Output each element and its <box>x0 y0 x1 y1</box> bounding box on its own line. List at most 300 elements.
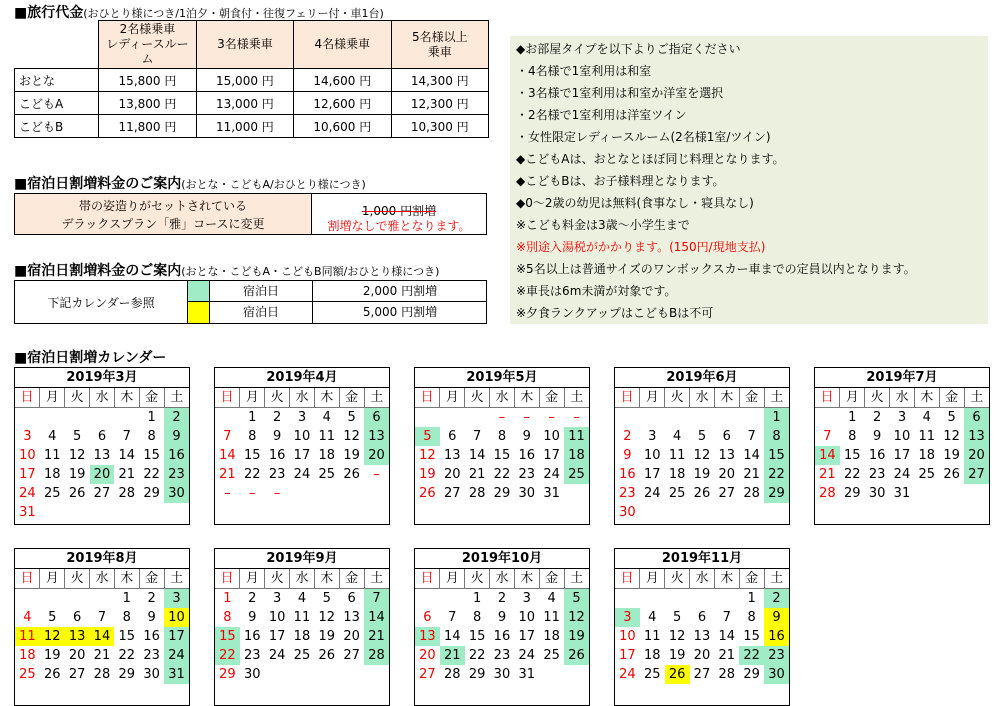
weekday-header: 金 <box>539 388 564 408</box>
weekday-header: 木 <box>714 388 739 408</box>
calendar-week <box>415 608 589 627</box>
calendar-day: 26 <box>665 665 690 684</box>
calendar-week <box>615 608 789 627</box>
calendar-month-title: 2019年9月 <box>215 549 389 569</box>
calendar-day: 6 <box>97 429 107 444</box>
deluxe-desc-line2: デラックスプラン「雅」コースに変更 <box>61 217 265 231</box>
calendar-day: 6 <box>697 610 707 625</box>
price-cell: 15,000 円 <box>196 69 293 92</box>
calendar-day: 23 <box>143 648 160 663</box>
calendar-day: 21 <box>718 648 736 663</box>
calendar-day: 2 <box>272 410 282 425</box>
weekday-header: 土 <box>964 388 989 408</box>
price-cell: 10,600 円 <box>294 115 391 138</box>
calendar-day: 4 <box>297 591 307 606</box>
calendar-day: 6 <box>448 429 457 444</box>
note-line: ・2名様で1室利用は洋室ツイン <box>516 108 687 122</box>
calendar-day <box>139 503 164 522</box>
calendar-day <box>290 665 315 684</box>
calendar-day: 27 <box>343 648 360 663</box>
surcharge1-heading <box>14 173 366 193</box>
weekday-header: 木 <box>714 569 739 589</box>
calendar-day <box>339 684 364 703</box>
calendar-day: 30 <box>868 486 886 501</box>
calendar-day: 27 <box>693 667 711 682</box>
calendar-day: 27 <box>718 486 736 501</box>
calendar-day: – <box>523 410 531 425</box>
weekday-header: 火 <box>465 388 490 408</box>
calendar-day: 26 <box>693 486 711 501</box>
calendar-day: 30 <box>143 667 160 682</box>
calendar-day <box>314 684 339 703</box>
calendar-day: 20 <box>443 467 461 482</box>
calendar-day: 8 <box>764 427 789 446</box>
calendar-day: 21 <box>743 467 760 482</box>
calendar-day: 23 <box>164 465 189 484</box>
calendar-day: 13 <box>443 448 461 463</box>
calendar-day: 10 <box>518 610 536 625</box>
calendar-day: 1 <box>147 410 156 425</box>
price-cell: 11,800 円 <box>99 115 196 138</box>
calendar-day: 4 <box>322 410 331 425</box>
calendar-day: 7 <box>747 429 756 444</box>
calendar-day <box>65 503 90 522</box>
surcharge-row-green <box>209 280 487 302</box>
calendar-week <box>815 484 989 503</box>
weekday-header: 日 <box>815 388 840 408</box>
calendar-day: 6 <box>964 408 989 428</box>
calendar-day: 4 <box>48 429 57 444</box>
calendar-day: 25 <box>543 648 560 663</box>
calendar-day: 3 <box>615 608 640 627</box>
note-line: ・3名様で1室利用は和室か洋室を選択 <box>516 86 724 100</box>
calendar-day <box>539 665 564 684</box>
row-label: おとな <box>15 69 99 92</box>
calendar-day: 30 <box>243 667 261 682</box>
weekday-header: 月 <box>40 569 65 589</box>
weekday-header: 土 <box>564 388 589 408</box>
calendar-day: 30 <box>619 505 636 520</box>
calendar-day <box>539 684 564 703</box>
calendar-week <box>215 665 389 684</box>
calendar-day: 12 <box>343 429 360 444</box>
calendar-month <box>414 548 590 706</box>
calendar-day: 1 <box>122 591 131 606</box>
calendar-day: 20 <box>718 467 736 482</box>
calendar-week <box>815 465 989 484</box>
calendar-day: 15 <box>764 446 789 465</box>
calendar-day: 5 <box>697 429 707 444</box>
calendar-day: 13 <box>415 627 440 646</box>
calendar-week <box>615 484 789 503</box>
calendar-day <box>90 684 115 703</box>
calendar-day <box>215 408 240 428</box>
calendar-day: 16 <box>764 627 789 646</box>
calendar-month <box>214 367 390 525</box>
calendar-week <box>615 684 789 703</box>
calendar-week <box>215 684 389 703</box>
calendar-day <box>15 408 40 428</box>
weekday-header: 金 <box>739 388 764 408</box>
note-line: ◆こどもAは、おとなとほぼ同じ料理となります。 <box>516 152 785 166</box>
price-cell: 15,800 円 <box>99 69 196 92</box>
surcharge1-subheading: (おとな・こどもA/おひとり様につき) <box>181 178 366 191</box>
calendar-day: – <box>548 410 555 425</box>
calendar-week <box>15 446 189 465</box>
calendar-day: 20 <box>964 446 989 465</box>
calendar-day: 29 <box>118 667 136 682</box>
calendar-day: 14 <box>815 446 840 465</box>
calendar-day: 24 <box>164 646 189 665</box>
calendar-day: 4 <box>672 429 682 444</box>
col-header-text: 3名様乗車 <box>217 37 273 51</box>
calendar-day: 4 <box>547 591 556 606</box>
weekday-header: 水 <box>690 569 715 589</box>
weekday-header: 日 <box>15 569 40 589</box>
surcharge2-heading <box>14 260 439 280</box>
stay-day-label: 宿泊日 <box>210 281 313 301</box>
calendar-week <box>415 646 589 665</box>
surcharge2-heading-text: ■宿泊日割増料金のご案内 <box>14 263 182 279</box>
calendar-day <box>665 589 690 609</box>
calendar-day <box>364 684 389 703</box>
weekday-header: 金 <box>339 569 364 589</box>
calendar-day <box>964 484 989 503</box>
calendar-day <box>415 684 440 703</box>
calendar-day: 22 <box>739 646 764 665</box>
calendar-day: – <box>373 467 380 482</box>
calendar-day <box>514 684 539 703</box>
calendar-day: 24 <box>19 486 36 501</box>
weekday-header: 火 <box>865 388 890 408</box>
calendar-day: 23 <box>243 648 261 663</box>
weekday-header: 金 <box>139 569 164 589</box>
calendar-day <box>290 503 315 522</box>
weekday-header: 水 <box>90 569 115 589</box>
calendar-day: 22 <box>143 467 160 482</box>
calendar-week <box>815 408 989 428</box>
calendar-day <box>640 589 665 609</box>
calendar-day: 5 <box>564 589 589 609</box>
calendar-day <box>764 684 789 703</box>
calendar-week <box>15 684 189 703</box>
calendar-week <box>215 465 389 484</box>
calendar-day: 18 <box>543 629 560 644</box>
calendar-day: 16 <box>164 446 189 465</box>
calendar-week <box>215 446 389 465</box>
calendar-day: 28 <box>118 486 136 501</box>
calendar-day: 16 <box>493 629 511 644</box>
calendar-day <box>714 684 739 703</box>
calendar-day: 10 <box>19 448 36 463</box>
calendar-day: 23 <box>764 646 789 665</box>
price-cell: 10,300 円 <box>391 115 488 138</box>
calendar-day: 18 <box>643 648 661 663</box>
calendar-day: 2 <box>764 589 789 609</box>
weekday-header: 木 <box>914 388 939 408</box>
calendar-month-title: 2019年11月 <box>615 549 789 569</box>
calendar-day: 13 <box>693 629 711 644</box>
calendar-day: 11 <box>668 448 686 463</box>
calendar-day: 1 <box>223 591 232 606</box>
calendar-day: 26 <box>318 648 336 663</box>
note-line: ◆こどもBは、お子様料理となります。 <box>516 174 725 188</box>
stay-day-label: 宿泊日 <box>210 302 313 323</box>
note-line: ※車長は6m未満が対象です。 <box>516 284 677 298</box>
calendar-month <box>414 367 590 525</box>
weekday-header: 土 <box>764 569 789 589</box>
calendar-day: 8 <box>497 429 507 444</box>
calendar-month-title: 2019年5月 <box>415 368 589 388</box>
calendar-week <box>415 665 589 684</box>
calendar-day: 24 <box>619 667 636 682</box>
calendar-day: 21 <box>819 467 836 482</box>
calendar-day: 26 <box>43 667 61 682</box>
calendar-day: – <box>249 486 256 501</box>
weekday-header: 月 <box>640 569 665 589</box>
calendar-week <box>615 427 789 446</box>
calendar-day <box>890 503 915 522</box>
calendar-day: 31 <box>164 665 189 684</box>
calendar-day: 29 <box>743 667 760 682</box>
calendar-day: 14 <box>468 448 486 463</box>
calendar-day: 13 <box>65 627 90 646</box>
calendar-day: 18 <box>318 448 336 463</box>
calendar-day <box>65 408 90 428</box>
calendar-day: 8 <box>122 610 131 625</box>
calendar-day <box>665 408 690 428</box>
calendar-day: 25 <box>293 648 311 663</box>
calendar-day: 7 <box>448 610 457 625</box>
calendar-day: 14 <box>90 627 115 646</box>
calendar-day: 11 <box>564 427 589 446</box>
calendar-day: 12 <box>318 610 336 625</box>
calendar-day: 21 <box>93 648 111 663</box>
calendar-day: 25 <box>918 467 936 482</box>
calendar-week <box>15 484 189 503</box>
calendar-day: 18 <box>564 446 589 465</box>
calendar-day: 16 <box>143 629 160 644</box>
calendar-day: 13 <box>343 610 360 625</box>
calendar-day: 2 <box>164 408 189 428</box>
no-surcharge-note: 割増なしで雅となります。 <box>327 219 471 233</box>
calendar-day: 5 <box>72 429 82 444</box>
calendar-day: 2 <box>147 591 156 606</box>
calendar-day: 15 <box>118 629 136 644</box>
corner-cell <box>15 21 99 69</box>
calendar-day: – <box>224 486 231 501</box>
weekday-header: 月 <box>240 388 265 408</box>
calendar-week <box>815 446 989 465</box>
weekday-header: 金 <box>139 388 164 408</box>
weekday-header: 日 <box>215 388 240 408</box>
calendar-month-title: 2019年3月 <box>15 368 189 388</box>
calendar-day: 28 <box>743 486 760 501</box>
calendar-day: 17 <box>543 448 560 463</box>
weekday-header: 月 <box>640 388 665 408</box>
calendar-day: 29 <box>843 486 861 501</box>
calendar-day: 18 <box>43 467 61 482</box>
calendar-day: 14 <box>718 629 736 644</box>
calendar-day: 22 <box>215 646 240 665</box>
calendar-week <box>215 627 389 646</box>
calendar-day: 7 <box>823 429 832 444</box>
calendar-day: 14 <box>219 448 236 463</box>
weekday-header: 金 <box>539 569 564 589</box>
calendar-day <box>714 408 739 428</box>
calendar-day <box>865 503 890 522</box>
calendar-day <box>914 484 939 503</box>
calendar-day: 24 <box>643 486 661 501</box>
calendar-day: 19 <box>564 627 589 646</box>
calendar-day: 23 <box>493 648 511 663</box>
calendar-day <box>90 408 115 428</box>
price-cell: 14,600 円 <box>294 69 391 92</box>
green-swatch <box>187 280 210 302</box>
calendar-day: 11 <box>293 610 311 625</box>
calendar-day <box>15 684 40 703</box>
calendar-week <box>615 665 789 684</box>
calendar-day: 29 <box>219 667 236 682</box>
calendar-day: 19 <box>419 467 436 482</box>
calendar-day: 18 <box>918 448 936 463</box>
calendar-day: 13 <box>93 448 111 463</box>
calendar-day: 25 <box>668 486 686 501</box>
calendar-day: 10 <box>164 608 189 627</box>
calendar-day: 22 <box>118 648 136 663</box>
calendar-day <box>465 408 490 428</box>
calendar-day: 5 <box>48 610 57 625</box>
calendar-week <box>15 665 189 684</box>
calendar-week <box>815 503 989 522</box>
calendar-day: 11 <box>318 429 336 444</box>
calendar-day: 30 <box>164 484 189 503</box>
calendar-month <box>814 367 990 525</box>
calendar-day: 7 <box>364 589 389 609</box>
calendar-day: 10 <box>643 448 661 463</box>
weekday-header: 月 <box>440 388 465 408</box>
calendar-day <box>339 665 364 684</box>
calendar-day: 3 <box>164 589 189 609</box>
calendar-day: 9 <box>522 429 531 444</box>
calendar-day <box>440 503 465 522</box>
weekday-header: 土 <box>164 388 189 408</box>
calendar-day <box>815 408 840 428</box>
calendar-month-title: 2019年6月 <box>615 368 789 388</box>
weekday-header: 水 <box>490 569 515 589</box>
weekday-header: 土 <box>364 569 389 589</box>
calendar-day: – <box>498 410 506 425</box>
calendar-month <box>614 367 790 525</box>
calendar-month <box>214 548 390 706</box>
calendar-day <box>564 503 589 522</box>
calendar-day <box>739 408 764 428</box>
calendar-day: 11 <box>918 429 936 444</box>
calendar-day <box>465 684 490 703</box>
calendar-day <box>939 484 964 503</box>
calendar-day: 8 <box>848 429 857 444</box>
weekday-header: 木 <box>114 388 139 408</box>
calendar-day: 25 <box>643 667 661 682</box>
weekday-header: 金 <box>939 388 964 408</box>
calendar-day <box>640 503 665 522</box>
note-line: ※夕食ランクアップはこどもBは不可 <box>516 306 714 320</box>
calendar-day <box>739 503 764 522</box>
calendar-week <box>215 646 389 665</box>
calendar-day: 5 <box>672 610 682 625</box>
calendar-week <box>15 408 189 428</box>
calendar-day: 15 <box>493 448 511 463</box>
calendar-day <box>665 503 690 522</box>
surcharge-price: 2,000 円割増 <box>362 284 438 298</box>
calendar-day: 12 <box>564 608 589 627</box>
calendar-day: 20 <box>419 648 436 663</box>
calendar-day: 22 <box>243 467 261 482</box>
weekday-header: 日 <box>215 569 240 589</box>
calendar-day <box>40 684 65 703</box>
calendar-day: – <box>273 486 281 501</box>
calendar-day: 24 <box>293 467 311 482</box>
calendar-day <box>40 503 65 522</box>
calendar-ref-text: 下記カレンダー参照 <box>47 296 155 310</box>
yellow-swatch <box>187 301 210 324</box>
calendar-day <box>265 684 290 703</box>
weekday-header: 月 <box>40 388 65 408</box>
weekday-header: 月 <box>240 569 265 589</box>
table-row <box>15 115 489 138</box>
calendar-day: 27 <box>443 486 461 501</box>
calendar-day: 3 <box>297 410 307 425</box>
row-label: こどもB <box>15 115 99 138</box>
calendar-week <box>615 627 789 646</box>
travel-price-heading <box>14 2 384 22</box>
calendar-day: 7 <box>223 429 232 444</box>
weekday-header: 土 <box>564 569 589 589</box>
weekday-header: 水 <box>890 388 915 408</box>
calendar-day: 21 <box>364 627 389 646</box>
note-line: ◆0～2歳の幼児は無料(食事なし・寝具なし) <box>516 196 754 210</box>
calendar-day <box>114 503 139 522</box>
calendar-day: 23 <box>868 467 886 482</box>
travel-subheading: (おひとり様につき/1泊夕・朝食付・往復フェリー付・車1台) <box>83 7 384 20</box>
calendar-week <box>415 484 589 503</box>
calendar-day: 21 <box>468 467 486 482</box>
calendar-day: 17 <box>893 448 911 463</box>
calendar-day: 20 <box>68 648 86 663</box>
calendar-day: 1 <box>472 591 482 606</box>
calendar-day <box>339 503 364 522</box>
weekday-header: 火 <box>465 569 490 589</box>
calendar-week <box>615 646 789 665</box>
weekday-header: 土 <box>764 388 789 408</box>
calendar-day: 27 <box>964 465 989 484</box>
calendar-day <box>290 484 315 503</box>
calendar-day: 3 <box>897 410 907 425</box>
calendar-day: 9 <box>872 429 882 444</box>
calendar-day: 10 <box>619 629 636 644</box>
calendar-day: 19 <box>668 648 686 663</box>
weekday-header: 火 <box>265 569 290 589</box>
calendar-week <box>815 427 989 446</box>
calendar-day: 1 <box>848 410 857 425</box>
calendar-day <box>690 589 715 609</box>
calendar-day <box>640 684 665 703</box>
calendar-day <box>215 684 240 703</box>
calendar-month-title: 2019年7月 <box>815 368 989 388</box>
calendar-day: 13 <box>364 427 389 446</box>
note-line: ・女性限定レディースルーム(2名様1室/ツイン) <box>516 130 771 144</box>
calendar-week <box>415 627 589 646</box>
